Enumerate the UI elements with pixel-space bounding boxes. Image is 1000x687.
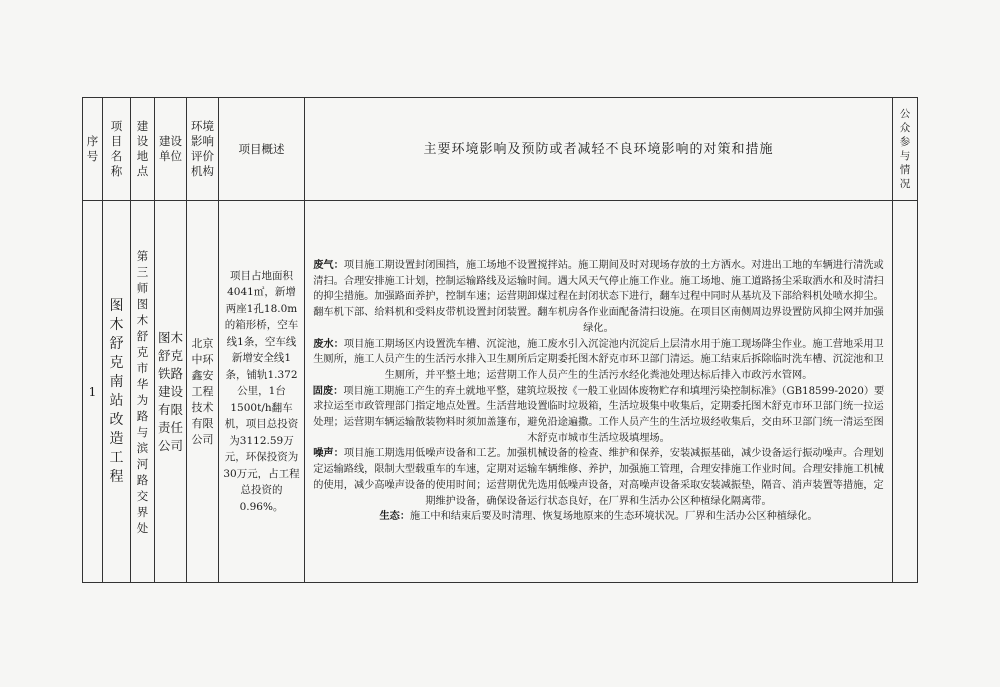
measure-noise: 噪声：项目施工期选用低噪声设备和工艺。加强机械设备的检查、维护和保养，安装减振基础，减少设备运行振动噪声。合理划定运输路线，限制大型载重车的车速，定期对运输车辆维修、养护，加强施工管理，合理安排施工作业时间。合理安排施工机械的使用，减少高噪声设备的使用时间；运营期优先选用低噪声设备，对高噪声设备采取安装减振垫，隔音、消声装置等措施，定期维护设备，确保设备运行状态良好，在厂界和生活办公区种植绿化隔离带。 bbox=[313, 447, 884, 507]
row-overview: 项目占地面积4041㎡，新增两座1孔18.0m的箱形桥，空车线1条，空车线新增安全线1条，铺轨1.372公里，1台1500t/h翻车机，项目总投资为3112.59万元，环保投资为30万元，占工程总投资的0.96%。 bbox=[219, 201, 305, 583]
row-location: 第三师图木舒克市华为路与滨河路交界处 bbox=[131, 201, 155, 583]
header-serial: 序号 bbox=[83, 98, 103, 201]
header-project-name: 项目名称 bbox=[103, 98, 131, 201]
row-builder: 图木舒克铁路建设有限责任公司 bbox=[155, 201, 187, 583]
eia-approval-table bbox=[82, 97, 918, 583]
row-public bbox=[893, 201, 918, 583]
header-builder: 建设单位 bbox=[155, 98, 187, 201]
row-project-name: 图木舒克南站改造工程 bbox=[103, 201, 131, 583]
header-overview: 项目概述 bbox=[219, 98, 305, 201]
row-serial: 1 bbox=[83, 201, 103, 583]
table-row bbox=[83, 201, 918, 583]
header-measures: 主要环境影响及预防或者减轻不良环境影响的对策和措施 bbox=[305, 98, 893, 201]
header-public: 公众参与情况 bbox=[893, 98, 918, 201]
measure-air: 废气：项目施工期设置封闭围挡，施工场地不设置搅拌站。施工期间及时对现场存放的土方洒水。对进出工地的车辆进行清洗或清扫。合理安排施工计划，控制运输路线及运输时间。遇大风天气停止施工作业。施工场地、施工道路扬尘采取洒水和及时清扫的抑尘措施。加强路面养护，控制车速；运营期卸煤过程在封闭状态下进行，翻车过程中同时从基坑及下部给料机处喷水抑尘。翻车机下部、给料机和受料皮带机设置封闭装置。翻车机房各作业面配备清扫设施。在项目区南侧周边界设置防风抑尘网并加强绿化。 bbox=[313, 259, 884, 334]
header-location: 建设地点 bbox=[131, 98, 155, 201]
measure-solid-waste: 固废：项目施工期施工产生的弃土就地平整，建筑垃圾按《一般工业固体废物贮存和填埋污染控制标准》（GB18599-2020）要求拉运至市政管理部门指定地点处置。生活营地设置临时垃圾箱，生活垃圾集中收集后，定期委托图木舒克市环卫部门统一拉运处理；运营期车辆运输散装物料时须加盖篷布，避免沿途遍撒。工作人员产生的生活垃圾经收集后，交由环卫部门统一清运至图木舒克市城市生活垃圾填埋场。 bbox=[312, 384, 885, 444]
measure-water: 废水：项目施工期场区内设置洗车槽、沉淀池，施工废水引入沉淀池内沉淀后上层清水用于施工现场降尘作业。施工营地采用卫生厕所，施工人员产生的生活污水排入卫生厕所后定期委托图木舒克市环卫部门清运。施工结束后拆除临时洗车槽、沉淀池和卫生厕所，并平整土地；运营期工作人员产生的生活污水经化粪池处理达标后排入市政污水管网。 bbox=[313, 337, 884, 381]
measure-ecology: 生态：施工中和结束后要及时清理、恢复场地原来的生态环境状况。厂界和生活办公区种植绿化。 bbox=[379, 510, 818, 523]
row-eia-agency: 北京中环鑫安工程技术有限公司 bbox=[187, 201, 219, 583]
header-row bbox=[83, 98, 918, 201]
header-eia-agency: 环境影响评价机构 bbox=[187, 98, 219, 201]
row-measures bbox=[305, 201, 893, 583]
